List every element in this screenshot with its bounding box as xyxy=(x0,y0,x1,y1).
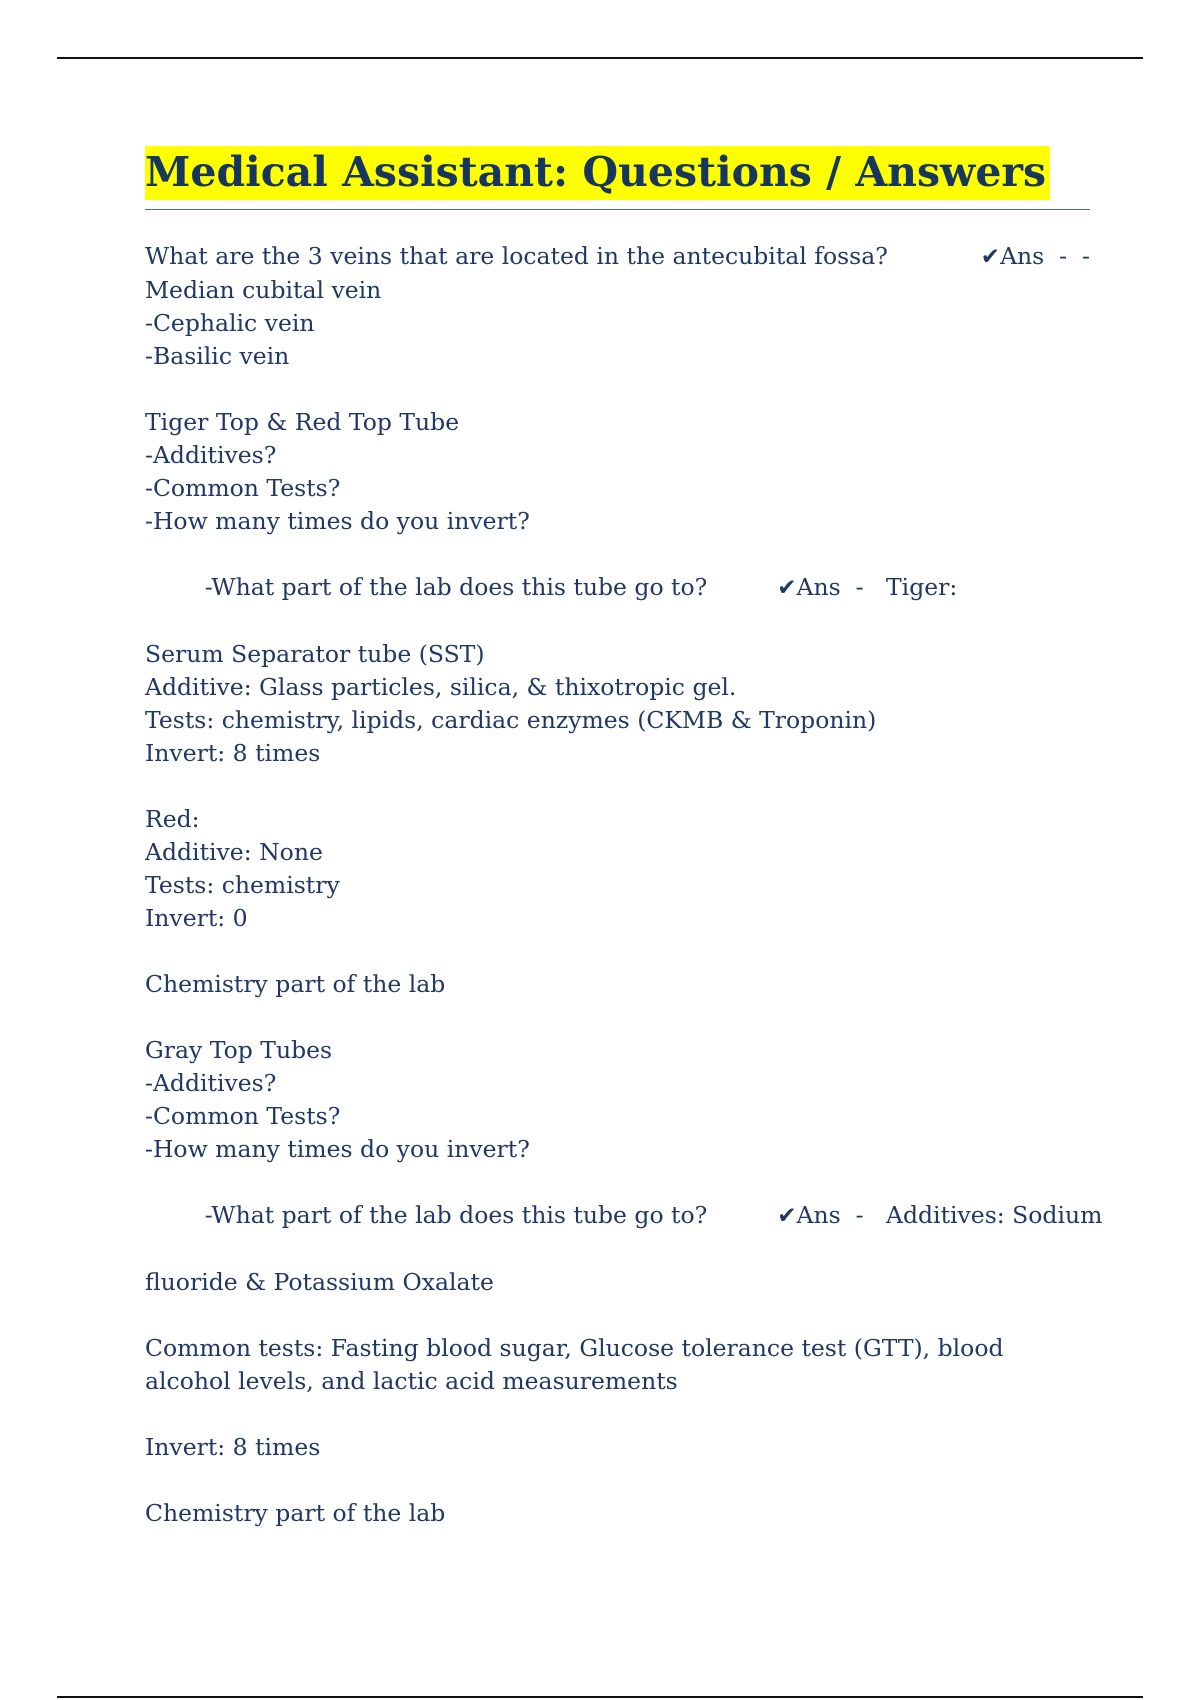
answer-line: -Basilic vein xyxy=(145,342,290,370)
answer-line: Tests: chemistry xyxy=(145,871,340,899)
answer-line: fluoride & Potassium Oxalate xyxy=(145,1268,494,1296)
page-bottom-rule xyxy=(57,1696,1143,1698)
question-text: -What part of the lab does this tube go to? xyxy=(204,1201,708,1229)
question-line: -Additives? xyxy=(145,441,277,469)
answer-line: Red: xyxy=(145,805,200,833)
answer-marker-text: Ans - - xyxy=(1000,242,1090,270)
answer-line: Additive: None xyxy=(145,838,323,866)
answer-line: Common tests: Fasting blood sugar, Glucose tolerance test (GTT), blood xyxy=(145,1334,1004,1362)
answer-line: -Cephalic vein xyxy=(145,309,315,337)
title-underline xyxy=(145,209,1090,210)
answer-line: Chemistry part of the lab xyxy=(145,1499,446,1527)
qa-block-veins xyxy=(145,240,1090,373)
question-line xyxy=(145,538,1090,638)
answer-line: Tests: chemistry, lipids, cardiac enzymes (CKMB & Troponin) xyxy=(145,706,877,734)
qa-list xyxy=(145,240,1103,1530)
answer-marker-text: Ans - Additives: Sodium xyxy=(796,1201,1103,1229)
answer-line: Chemistry part of the lab xyxy=(145,970,446,998)
answer-line: Median cubital vein xyxy=(145,276,382,304)
question-line xyxy=(145,240,1090,274)
check-mark-icon: ✔ xyxy=(777,1203,797,1229)
question-line: -Additives? xyxy=(145,1069,277,1097)
question-heading: Gray Top Tubes xyxy=(145,1036,333,1064)
check-mark-icon: ✔ xyxy=(777,575,797,601)
qa-block-chemistry-2 xyxy=(145,1497,1090,1530)
page-title: Medical Assistant: Questions / Answers xyxy=(145,146,1050,200)
qa-block-tiger-red-top xyxy=(145,406,1090,770)
qa-block-gray-top xyxy=(145,1034,1103,1299)
question-line: -Common Tests? xyxy=(145,1102,341,1130)
answer-line: Invert: 8 times xyxy=(145,739,321,767)
qa-block-invert xyxy=(145,1431,1090,1464)
qa-block-chemistry-1 xyxy=(145,968,1090,1001)
answer-marker xyxy=(981,240,1090,274)
question-line: -Common Tests? xyxy=(145,474,341,502)
answer-marker-text: Ans - Tiger: xyxy=(796,573,958,601)
document-body xyxy=(145,146,1103,1563)
question-text: What are the 3 veins that are located in the antecubital fossa? xyxy=(145,242,888,270)
check-mark-icon: ✔ xyxy=(980,244,1001,270)
qa-block-red xyxy=(145,803,1090,935)
answer-line: Additive: Glass particles, silica, & thixotropic gel. xyxy=(145,673,737,701)
answer-line: Serum Separator tube (SST) xyxy=(145,640,485,668)
question-heading: Tiger Top & Red Top Tube xyxy=(145,408,460,436)
qa-block-common-tests xyxy=(145,1332,1090,1398)
answer-line: Invert: 8 times xyxy=(145,1433,321,1461)
page-top-rule xyxy=(57,57,1143,59)
question-text: -What part of the lab does this tube go to? xyxy=(204,573,708,601)
question-line: -How many times do you invert? xyxy=(145,507,530,535)
answer-line: Invert: 0 xyxy=(145,904,248,932)
question-line: -How many times do you invert? xyxy=(145,1135,530,1163)
question-line xyxy=(145,1166,1103,1266)
answer-line: alcohol levels, and lactic acid measurements xyxy=(145,1367,678,1395)
